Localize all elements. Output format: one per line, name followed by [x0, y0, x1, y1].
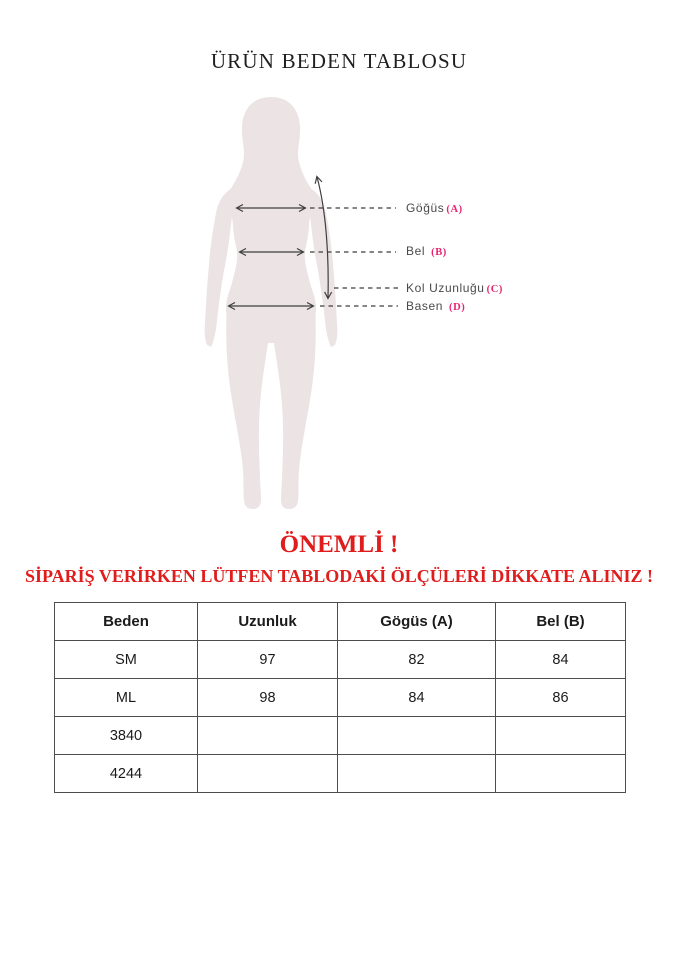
table-row-ml — [55, 679, 626, 717]
cell-gogus: 84 — [338, 679, 496, 717]
cell-uzunluk — [198, 755, 338, 793]
cell-uzunluk — [198, 717, 338, 755]
cell-gogus — [338, 717, 496, 755]
page-title: ÜRÜN BEDEN TABLOSU — [210, 49, 468, 73]
cell-gogus — [338, 755, 496, 793]
table-row-4244 — [55, 755, 626, 793]
size-table — [54, 602, 626, 793]
table-row-3840 — [55, 717, 626, 755]
size-table-header-beden: Beden — [55, 603, 198, 641]
measure-code: (A) — [446, 204, 463, 215]
notice-warning: SİPARİŞ VERİRKEN LÜTFEN TABLODAKİ ÖLÇÜLERİ DİKKATE ALINIZ ! — [25, 566, 653, 586]
right-leg-shape — [273, 305, 316, 509]
cell-uzunluk: 98 — [198, 679, 338, 717]
measure-label-text: Kol Uzunluğu — [406, 281, 485, 295]
cell-bel — [496, 717, 626, 755]
measure-code: (C) — [486, 284, 503, 295]
cell-bel — [496, 755, 626, 793]
measure-label-bel — [406, 244, 447, 260]
left-leg-shape — [226, 305, 269, 509]
cell-uzunluk: 97 — [198, 641, 338, 679]
female-body-silhouette — [205, 97, 338, 509]
notice-heading: ÖNEMLİ ! — [279, 531, 399, 558]
table-row-sm — [55, 641, 626, 679]
measure-label-text: Bel — [406, 244, 426, 258]
measure-label-gogus — [406, 201, 463, 217]
size-table-header-gogus: Gögüs (A) — [338, 603, 496, 641]
cell-beden: 3840 — [55, 717, 198, 755]
cell-gogus: 82 — [338, 641, 496, 679]
size-table-header-row — [55, 603, 626, 641]
measure-label-text: Göğüs — [406, 201, 445, 215]
body-measurement-diagram — [0, 85, 678, 525]
cell-bel: 84 — [496, 641, 626, 679]
measure-label-basen — [406, 299, 465, 315]
cell-bel: 86 — [496, 679, 626, 717]
measure-code: (D) — [448, 302, 466, 313]
size-table-header-uzunluk: Uzunluk — [198, 603, 338, 641]
cell-beden: 4244 — [55, 755, 198, 793]
measure-label-text: Basen — [406, 299, 444, 313]
measure-label-kol — [406, 281, 503, 297]
measure-code: (B) — [431, 247, 447, 258]
cell-beden: ML — [55, 679, 198, 717]
size-table-header-bel: Bel (B) — [496, 603, 626, 641]
cell-beden: SM — [55, 641, 198, 679]
